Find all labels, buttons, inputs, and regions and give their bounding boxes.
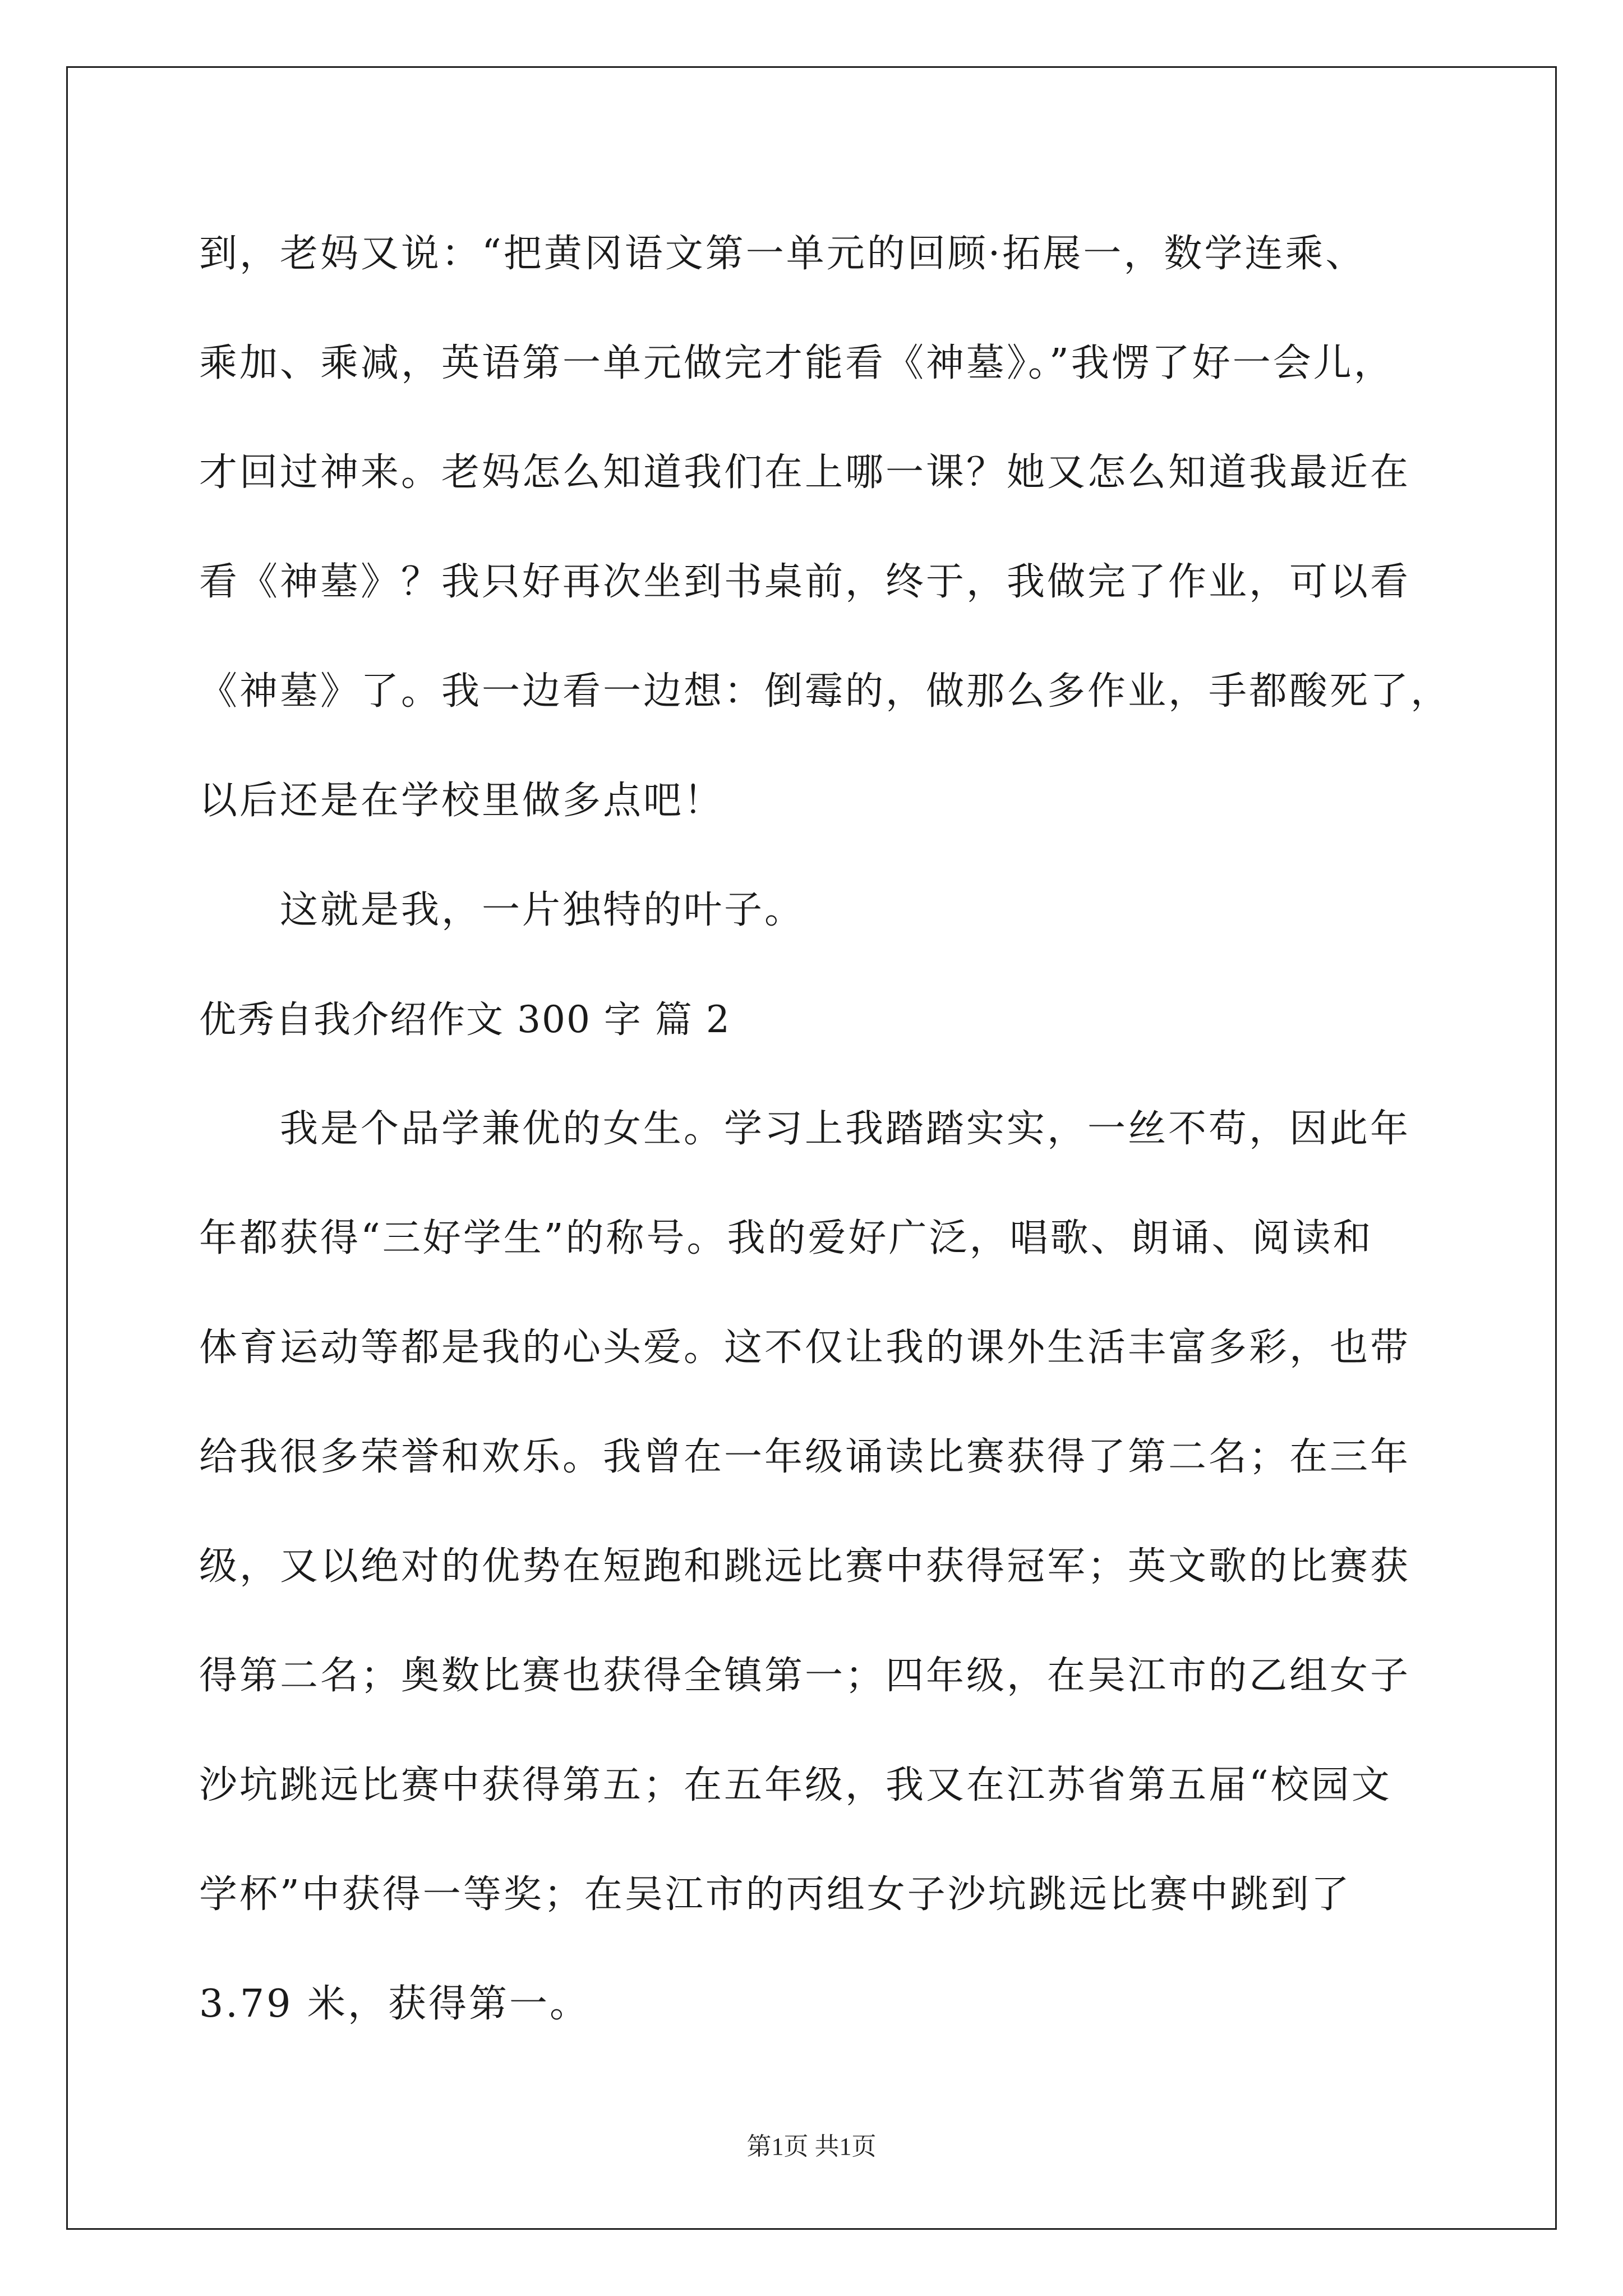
text-line: 学杯”中获得一等奖；在吴江市的丙组女子沙坑跳远比赛中跳到了 — [199, 1872, 1352, 1917]
text-line: 看《神墓》？我只好再次坐到书桌前，终于，我做完了作业，可以看 — [199, 560, 1411, 604]
document-body — [199, 199, 1451, 2059]
section-heading: 优秀自我介绍作文 300 字 篇 2 — [199, 998, 731, 1041]
page-footer: 第1页 共1页 — [746, 2133, 877, 2160]
text-line: 3.79 米，获得第一。 — [199, 1982, 591, 2026]
closing-line: 这就是我，一片独特的叶子。 — [280, 888, 805, 932]
text-line: 级，又以绝对的优势在短跑和跳远比赛中获得冠军；英文歌的比赛获 — [199, 1544, 1411, 1589]
text-line: 才回过神来。老妈怎么知道我们在上哪一课？她又怎么知道我最近在 — [199, 450, 1411, 495]
text-line: 我是个品学兼优的女生。学习上我踏踏实实，一丝不苟，因此年 — [280, 1107, 1411, 1151]
text-line: 得第二名；奥数比赛也获得全镇第一；四年级，在吴江市的乙组女子 — [199, 1654, 1411, 1698]
text-line: 沙坑跳远比赛中获得第五；在五年级，我又在江苏省第五届“校园文 — [199, 1763, 1392, 1807]
text-line: 以后还是在学校里做多点吧！ — [199, 779, 725, 823]
text-line: 给我很多荣誉和欢乐。我曾在一年级诵读比赛获得了第二名；在三年 — [199, 1435, 1411, 1479]
text-line: 体育运动等都是我的心头爱。这不仅让我的课外生活丰富多彩，也带 — [199, 1326, 1411, 1370]
text-line: 乘加、乘减，英语第一单元做完才能看《神墓》。”我愣了好一会儿， — [199, 341, 1394, 385]
text-line: 年都获得“三好学生”的称号。我的爱好广泛，唱歌、朗诵、阅读和 — [199, 1216, 1373, 1260]
text-line: 《神墓》了。我一边看一边想：倒霉的，做那么多作业，手都酸死了， — [199, 669, 1451, 714]
text-line: 到，老妈又说：“把黄冈语文第一单元的回顾·拓展一，数学连乘、 — [199, 232, 1366, 276]
